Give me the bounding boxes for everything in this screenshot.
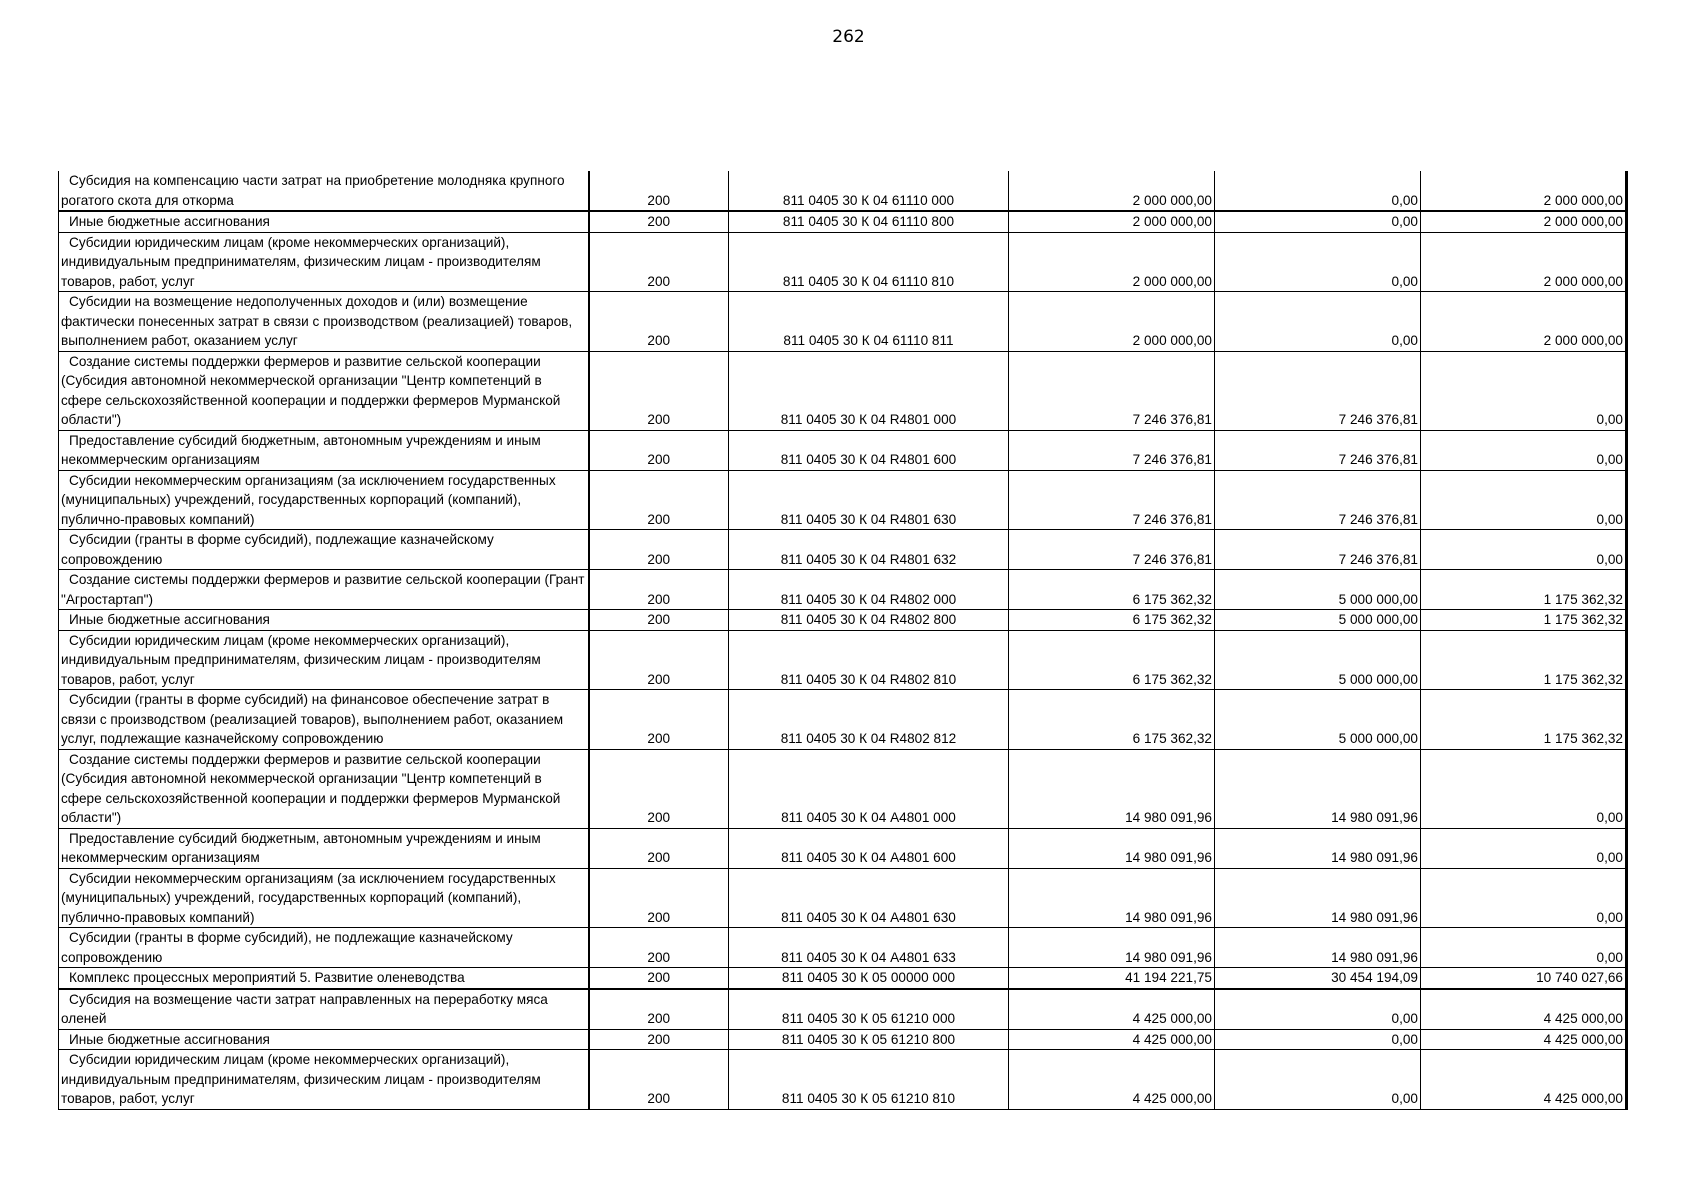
- budget-classification-cell: 811 0405 30 К 04 61110 800: [729, 211, 1009, 232]
- regional-amount-cell: 2 000 000,00: [1421, 211, 1627, 232]
- admin-code-cell: 200: [589, 530, 729, 570]
- table-row: [59, 690, 1627, 750]
- admin-code-cell: 200: [589, 928, 729, 968]
- total-amount-cell: 2 000 000,00: [1009, 232, 1215, 292]
- federal-amount-cell: 5 000 000,00: [1215, 690, 1421, 750]
- table-row: [59, 610, 1627, 631]
- regional-amount-cell: 1 175 362,32: [1421, 630, 1627, 690]
- expense-name-cell: Иные бюджетные ассигнования: [59, 610, 589, 631]
- federal-amount-cell: 30 454 194,09: [1215, 968, 1421, 989]
- admin-code-cell: 200: [589, 610, 729, 631]
- federal-amount-cell: 0,00: [1215, 171, 1421, 211]
- federal-amount-cell: 14 980 091,96: [1215, 928, 1421, 968]
- admin-code-cell: 200: [589, 989, 729, 1030]
- budget-classification-cell: 811 0405 30 К 04 А4801 633: [729, 928, 1009, 968]
- table-row: [59, 1050, 1627, 1110]
- page-number: 262: [832, 27, 865, 47]
- total-amount-cell: 4 425 000,00: [1009, 989, 1215, 1030]
- admin-code-cell: 200: [589, 570, 729, 610]
- expense-name-cell: Субсидии юридическим лицам (кроме некоммерческих организаций), индивидуальным предпринимателям, физическим лицам - производителям товаров, работ, услуг: [59, 1050, 589, 1110]
- total-amount-cell: 6 175 362,32: [1009, 570, 1215, 610]
- regional-amount-cell: 0,00: [1421, 828, 1627, 868]
- regional-amount-cell: 0,00: [1421, 470, 1627, 530]
- federal-amount-cell: 5 000 000,00: [1215, 610, 1421, 631]
- budget-classification-cell: 811 0405 30 К 05 61210 800: [729, 1029, 1009, 1050]
- total-amount-cell: 7 246 376,81: [1009, 430, 1215, 470]
- federal-amount-cell: 5 000 000,00: [1215, 570, 1421, 610]
- federal-amount-cell: 0,00: [1215, 292, 1421, 352]
- table-row: [59, 171, 1627, 211]
- total-amount-cell: 14 980 091,96: [1009, 749, 1215, 828]
- admin-code-cell: 200: [589, 211, 729, 232]
- budget-table: [58, 171, 1628, 1110]
- total-amount-cell: 2 000 000,00: [1009, 171, 1215, 211]
- federal-amount-cell: 14 980 091,96: [1215, 749, 1421, 828]
- admin-code-cell: 200: [589, 868, 729, 928]
- budget-classification-cell: 811 0405 30 К 04 А4801 600: [729, 828, 1009, 868]
- budget-classification-cell: 811 0405 30 К 05 00000 000: [729, 968, 1009, 989]
- budget-classification-cell: 811 0405 30 К 04 61110 811: [729, 292, 1009, 352]
- table-row: [59, 928, 1627, 968]
- table-row: [59, 868, 1627, 928]
- total-amount-cell: 4 425 000,00: [1009, 1050, 1215, 1110]
- budget-classification-cell: 811 0405 30 К 04 R4802 810: [729, 630, 1009, 690]
- table-row: [59, 828, 1627, 868]
- admin-code-cell: 200: [589, 690, 729, 750]
- expense-name-cell: Субсидия на компенсацию части затрат на приобретение молодняка крупного рогатого скота для откорма: [59, 171, 589, 211]
- budget-classification-cell: 811 0405 30 К 04 А4801 000: [729, 749, 1009, 828]
- table-row: [59, 630, 1627, 690]
- federal-amount-cell: 5 000 000,00: [1215, 630, 1421, 690]
- expense-name-cell: Иные бюджетные ассигнования: [59, 211, 589, 232]
- admin-code-cell: 200: [589, 828, 729, 868]
- regional-amount-cell: 0,00: [1421, 868, 1627, 928]
- table-row: [59, 1029, 1627, 1050]
- total-amount-cell: 6 175 362,32: [1009, 610, 1215, 631]
- regional-amount-cell: 4 425 000,00: [1421, 989, 1627, 1030]
- table-row: [59, 749, 1627, 828]
- regional-amount-cell: 0,00: [1421, 928, 1627, 968]
- table-row: [59, 430, 1627, 470]
- regional-amount-cell: 2 000 000,00: [1421, 292, 1627, 352]
- total-amount-cell: 7 246 376,81: [1009, 470, 1215, 530]
- expense-name-cell: Иные бюджетные ассигнования: [59, 1029, 589, 1050]
- admin-code-cell: 200: [589, 292, 729, 352]
- admin-code-cell: 200: [589, 1029, 729, 1050]
- total-amount-cell: 6 175 362,32: [1009, 630, 1215, 690]
- budget-classification-cell: 811 0405 30 К 04 R4801 632: [729, 530, 1009, 570]
- total-amount-cell: 2 000 000,00: [1009, 292, 1215, 352]
- expense-name-cell: Субсидии некоммерческим организациям (за исключением государственных (муниципальных) учреждений, государственных корпораций (компаний), публично-правовых компаний): [59, 470, 589, 530]
- budget-classification-cell: 811 0405 30 К 04 R4801 000: [729, 351, 1009, 430]
- expense-name-cell: Создание системы поддержки фермеров и развитие сельской кооперации (Грант "Агростартап"): [59, 570, 589, 610]
- federal-amount-cell: 14 980 091,96: [1215, 828, 1421, 868]
- total-amount-cell: 14 980 091,96: [1009, 868, 1215, 928]
- budget-classification-cell: 811 0405 30 К 04 61110 000: [729, 171, 1009, 211]
- regional-amount-cell: 1 175 362,32: [1421, 570, 1627, 610]
- federal-amount-cell: 7 246 376,81: [1215, 430, 1421, 470]
- budget-classification-cell: 811 0405 30 К 04 R4802 000: [729, 570, 1009, 610]
- admin-code-cell: 200: [589, 430, 729, 470]
- table-row: [59, 989, 1627, 1030]
- regional-amount-cell: 2 000 000,00: [1421, 171, 1627, 211]
- total-amount-cell: 14 980 091,96: [1009, 828, 1215, 868]
- budget-classification-cell: 811 0405 30 К 04 R4802 800: [729, 610, 1009, 631]
- regional-amount-cell: 0,00: [1421, 430, 1627, 470]
- expense-name-cell: Субсидии юридическим лицам (кроме некоммерческих организаций), индивидуальным предпринимателям, физическим лицам - производителям товаров, работ, услуг: [59, 630, 589, 690]
- federal-amount-cell: 0,00: [1215, 232, 1421, 292]
- regional-amount-cell: 0,00: [1421, 749, 1627, 828]
- total-amount-cell: 7 246 376,81: [1009, 530, 1215, 570]
- expense-name-cell: Создание системы поддержки фермеров и развитие сельской кооперации (Субсидия автономной некоммерческой организации "Центр компетенций в сфере сельскохозяйственной кооперации и поддержки фермеров Мурманской области"): [59, 749, 589, 828]
- expense-name-cell: Субсидии юридическим лицам (кроме некоммерческих организаций), индивидуальным предпринимателям, физическим лицам - производителям товаров, работ, услуг: [59, 232, 589, 292]
- admin-code-cell: 200: [589, 1050, 729, 1110]
- admin-code-cell: 200: [589, 171, 729, 211]
- budget-classification-cell: 811 0405 30 К 05 61210 810: [729, 1050, 1009, 1110]
- table-row: [59, 968, 1627, 989]
- total-amount-cell: 6 175 362,32: [1009, 690, 1215, 750]
- admin-code-cell: 200: [589, 470, 729, 530]
- expense-name-cell: Субсидии (гранты в форме субсидий), подлежащие казначейскому сопровождению: [59, 530, 589, 570]
- total-amount-cell: 2 000 000,00: [1009, 211, 1215, 232]
- regional-amount-cell: 2 000 000,00: [1421, 232, 1627, 292]
- table-row: [59, 292, 1627, 352]
- expense-name-cell: Предоставление субсидий бюджетным, автономным учреждениям и иным некоммерческим организациям: [59, 828, 589, 868]
- total-amount-cell: 41 194 221,75: [1009, 968, 1215, 989]
- budget-classification-cell: 811 0405 30 К 04 R4801 600: [729, 430, 1009, 470]
- budget-classification-cell: 811 0405 30 К 05 61210 000: [729, 989, 1009, 1030]
- federal-amount-cell: 0,00: [1215, 989, 1421, 1030]
- table-row: [59, 351, 1627, 430]
- regional-amount-cell: 1 175 362,32: [1421, 690, 1627, 750]
- regional-amount-cell: 4 425 000,00: [1421, 1050, 1627, 1110]
- regional-amount-cell: 10 740 027,66: [1421, 968, 1627, 989]
- expense-name-cell: Субсидии (гранты в форме субсидий) на финансовое обеспечение затрат в связи с производством (реализацией товаров), выполнением работ, оказанием услуг, подлежащие казначейскому сопровождению: [59, 690, 589, 750]
- table-row: [59, 530, 1627, 570]
- admin-code-cell: 200: [589, 749, 729, 828]
- total-amount-cell: 4 425 000,00: [1009, 1029, 1215, 1050]
- admin-code-cell: 200: [589, 351, 729, 430]
- federal-amount-cell: 7 246 376,81: [1215, 351, 1421, 430]
- admin-code-cell: 200: [589, 630, 729, 690]
- federal-amount-cell: 14 980 091,96: [1215, 868, 1421, 928]
- budget-classification-cell: 811 0405 30 К 04 61110 810: [729, 232, 1009, 292]
- table-row: [59, 232, 1627, 292]
- regional-amount-cell: 1 175 362,32: [1421, 610, 1627, 631]
- table-body: [59, 171, 1627, 1109]
- budget-classification-cell: 811 0405 30 К 04 R4801 630: [729, 470, 1009, 530]
- total-amount-cell: 14 980 091,96: [1009, 928, 1215, 968]
- expense-name-cell: Субсидии некоммерческим организациям (за исключением государственных (муниципальных) учреждений, государственных корпораций (компаний), публично-правовых компаний): [59, 868, 589, 928]
- federal-amount-cell: 7 246 376,81: [1215, 470, 1421, 530]
- regional-amount-cell: 0,00: [1421, 351, 1627, 430]
- expense-name-cell: Создание системы поддержки фермеров и развитие сельской кооперации (Субсидия автономной некоммерческой организации "Центр компетенций в сфере сельскохозяйственной кооперации и поддержки фермеров Мурманской области"): [59, 351, 589, 430]
- federal-amount-cell: 7 246 376,81: [1215, 530, 1421, 570]
- table-row: [59, 470, 1627, 530]
- federal-amount-cell: 0,00: [1215, 211, 1421, 232]
- regional-amount-cell: 0,00: [1421, 530, 1627, 570]
- budget-classification-cell: 811 0405 30 К 04 R4802 812: [729, 690, 1009, 750]
- federal-amount-cell: 0,00: [1215, 1050, 1421, 1110]
- expense-name-cell: Субсидии (гранты в форме субсидий), не подлежащие казначейскому сопровождению: [59, 928, 589, 968]
- expense-name-cell: Субсидии на возмещение недополученных доходов и (или) возмещение фактически понесенных затрат в связи с производством (реализацией) товаров, выполнением работ, оказанием услуг: [59, 292, 589, 352]
- expense-name-cell: Субсидия на возмещение части затрат направленных на переработку мяса оленей: [59, 989, 589, 1030]
- budget-classification-cell: 811 0405 30 К 04 А4801 630: [729, 868, 1009, 928]
- admin-code-cell: 200: [589, 232, 729, 292]
- total-amount-cell: 7 246 376,81: [1009, 351, 1215, 430]
- expense-name-cell: Предоставление субсидий бюджетным, автономным учреждениям и иным некоммерческим организациям: [59, 430, 589, 470]
- regional-amount-cell: 4 425 000,00: [1421, 1029, 1627, 1050]
- table-row: [59, 211, 1627, 232]
- federal-amount-cell: 0,00: [1215, 1029, 1421, 1050]
- expense-name-cell: Комплекс процессных мероприятий 5. Развитие оленеводства: [59, 968, 589, 989]
- admin-code-cell: 200: [589, 968, 729, 989]
- table-row: [59, 570, 1627, 610]
